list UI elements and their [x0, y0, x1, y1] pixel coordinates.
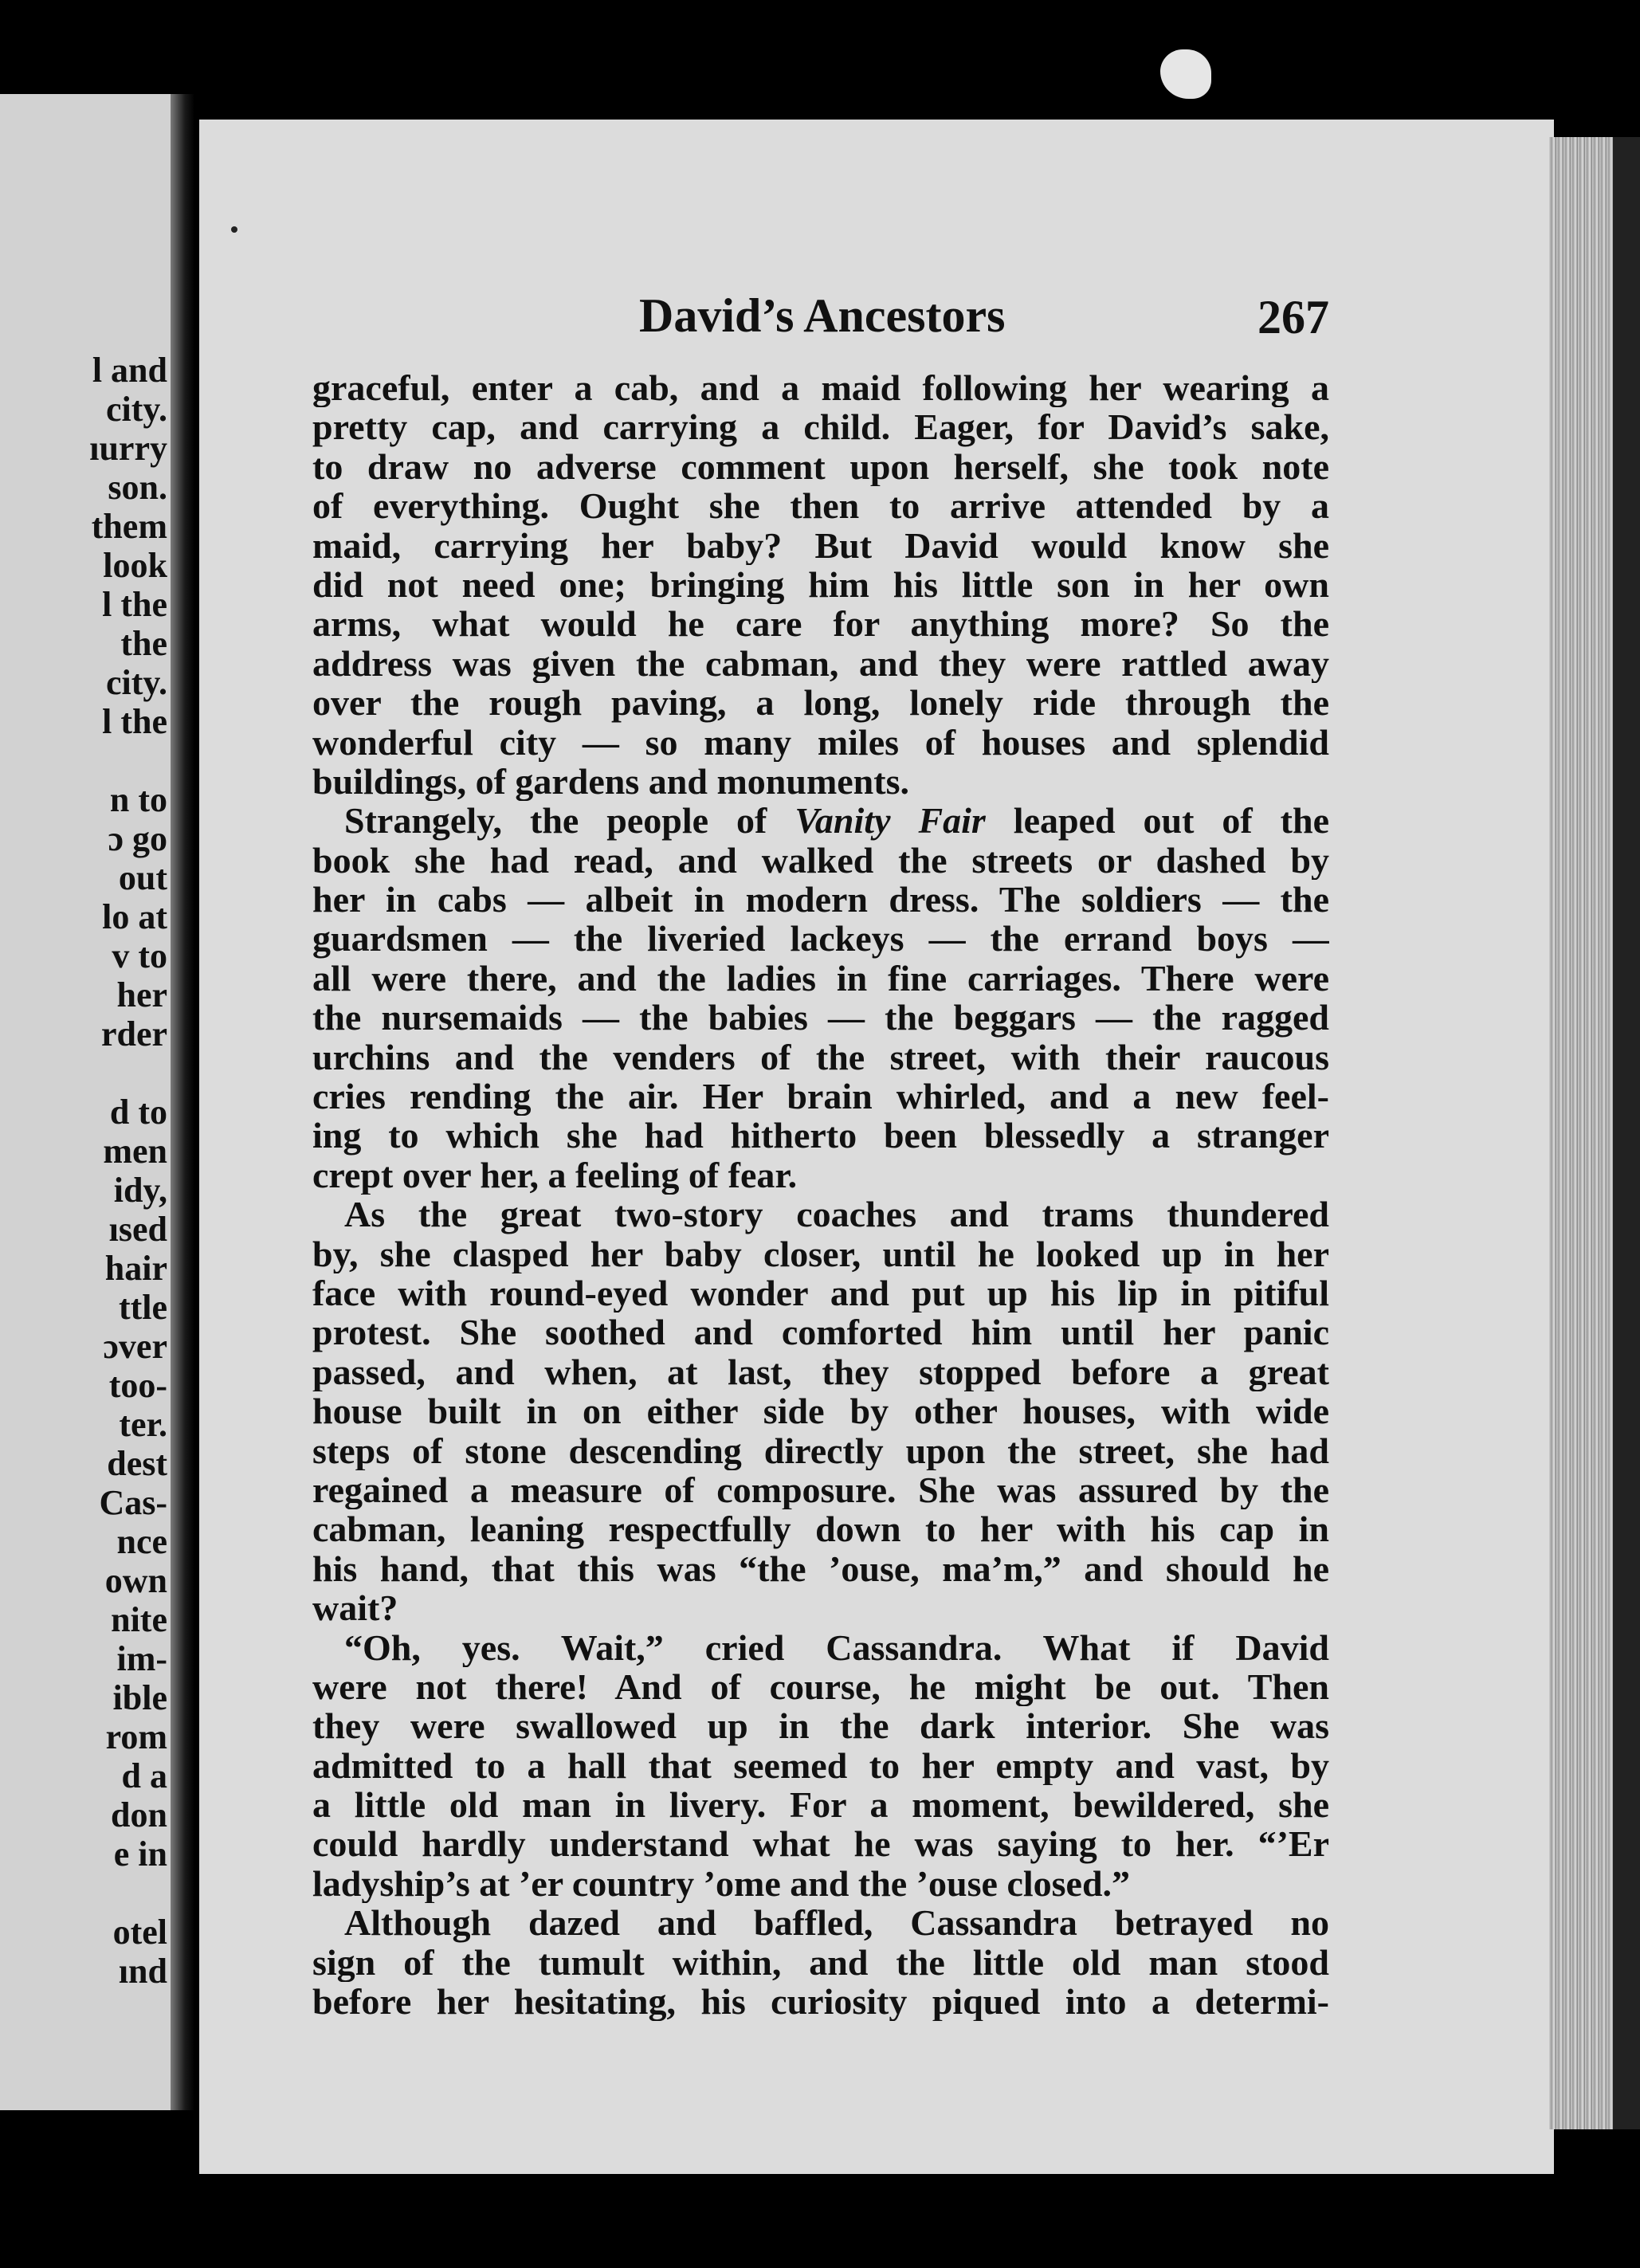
left-page-line: ısed	[108, 1210, 167, 1249]
left-page-line: own	[104, 1561, 167, 1600]
text-line: face with round-eyed wonder and put up his lip in pitiful	[312, 1273, 1329, 1313]
book-gutter	[171, 94, 194, 2110]
text-line: were not there! And of course, he might be out. Then	[312, 1666, 1329, 1707]
text-line: buildings, of gardens and monuments.	[312, 761, 909, 802]
text-line: maid, carrying her baby? But David would know she	[312, 525, 1329, 565]
left-page-line: d to	[109, 1093, 167, 1132]
text-line: admitted to a hall that seemed to her empty and vast, by	[312, 1745, 1329, 1786]
left-page-line: city.	[106, 663, 167, 702]
left-page-line: ible	[112, 1678, 167, 1717]
text-line: guardsmen — the liveried lackeys — the errand boys —	[312, 919, 1329, 959]
text-line: Strangely, the people of Vanity Fair leaped out of the	[344, 801, 1329, 841]
paragraph	[312, 1903, 1329, 2021]
page-edges	[1549, 137, 1613, 2129]
text-line: did not need one; bringing him his little son in her own	[312, 564, 1329, 605]
text-line: pretty cap, and carrying a child. Eager, for David’s sake,	[312, 407, 1329, 447]
left-page-line: dest	[107, 1444, 167, 1483]
left-page-line: Cas-	[99, 1483, 167, 1522]
left-page-line: look	[103, 546, 167, 585]
ink-dot	[231, 226, 237, 233]
text-line: cries rending the air. Her brain whirled, and a new feel-	[312, 1077, 1329, 1116]
text-line: “Oh, yes. Wait,” cried Cassandra. What if David	[344, 1627, 1329, 1667]
left-page-line: nite	[111, 1600, 167, 1639]
left-page-line: don	[111, 1795, 167, 1834]
text-line: his hand, that this was “the ’ouse, ma’m,” and should he	[312, 1548, 1329, 1589]
text-line: address was given the cabman, and they were rattled away	[312, 643, 1329, 684]
text-line: a little old man in livery. For a moment, bewildered, she	[312, 1785, 1329, 1825]
left-page-line	[89, 1874, 167, 1913]
text-line: cabman, leaning respectfully down to her with his cap in	[312, 1509, 1329, 1549]
text-line: of everything. Ought she then to arrive attended by a	[312, 486, 1329, 526]
text-line: ing to which she had hitherto been blessedly a stranger	[312, 1116, 1329, 1156]
left-page-text-fragments	[89, 351, 167, 1991]
left-page-line: out	[118, 858, 167, 897]
text-line: passed, and when, at last, they stopped before a great	[312, 1352, 1329, 1392]
text-line: Although dazed and baffled, Cassandra betrayed no	[344, 1903, 1329, 1943]
page-header	[312, 288, 1329, 344]
left-page-line: ttle	[118, 1288, 167, 1327]
text-line: wonderful city — so many miles of houses and splendid	[312, 722, 1329, 762]
text-line: house built in on either side by other houses, with wide	[312, 1391, 1329, 1431]
paragraph	[312, 801, 1329, 1195]
left-page-line: im-	[116, 1639, 167, 1678]
text-line: her in cabs — albeit in modern dress. The soldiers — the	[312, 880, 1329, 920]
left-page-line: v to	[112, 936, 167, 975]
text-line: urchins and the venders of the street, with their raucous	[312, 1037, 1329, 1077]
left-page-line: n to	[109, 780, 167, 819]
text-line: steps of stone descending directly upon the street, she had	[312, 1430, 1329, 1470]
text-line: before her hesitating, his curiosity piqued into a determi-	[312, 1982, 1329, 2022]
text-line: book she had read, and walked the streets or dashed by	[312, 840, 1329, 881]
left-page-line: son.	[108, 468, 167, 507]
left-page-line	[89, 741, 167, 780]
left-page-line: otel	[112, 1913, 167, 1952]
text-line: could hardly understand what he was saying to her. “’Er	[312, 1824, 1329, 1864]
left-page-line: hair	[104, 1249, 167, 1288]
paragraph	[312, 1195, 1329, 1627]
left-page-line: idy,	[113, 1171, 167, 1210]
text-line: over the rough paving, a long, lonely ride through the	[312, 683, 1329, 723]
page-number: 267	[1257, 291, 1329, 343]
text-line: crept over her, a feeling of fear.	[312, 1155, 798, 1195]
left-page-line: lo at	[102, 897, 167, 936]
text-line: all were there, and the ladies in fine carriages. There were	[312, 958, 1329, 999]
left-page-line: l the	[102, 585, 167, 624]
running-title: David’s Ancestors	[639, 289, 1006, 342]
text-line: by, she clasped her baby closer, until he looked up in her	[312, 1234, 1329, 1273]
left-page-line: e in	[113, 1834, 167, 1874]
left-page-line: her	[116, 975, 167, 1014]
left-page-line: l the	[102, 702, 167, 741]
text-line: protest. She soothed and comforted him until her panic	[312, 1313, 1329, 1352]
text-line: wait?	[312, 1588, 398, 1628]
paragraph	[312, 1628, 1329, 1904]
left-page-line: ter.	[119, 1405, 167, 1444]
left-page-line: ɔver	[103, 1327, 167, 1366]
left-page-line: rder	[100, 1014, 167, 1054]
text-line: they were swallowed up in the dark interior. She was	[312, 1706, 1329, 1746]
left-page-line: d a	[121, 1756, 167, 1795]
left-page-line: ınd	[118, 1952, 167, 1991]
text-line: regained a measure of composure. She was assured by the	[312, 1469, 1329, 1510]
paper-speck	[1160, 49, 1211, 99]
left-page-line: l and	[92, 351, 167, 390]
text-line: to draw no adverse comment upon herself, she took note	[312, 446, 1329, 487]
left-page-line: them	[91, 507, 167, 546]
left-page-line: men	[103, 1132, 167, 1171]
text-line: the nursemaids — the babies — the beggars — the ragged	[312, 998, 1329, 1038]
text-line: As the great two-story coaches and trams thundered	[344, 1195, 1329, 1234]
body-text	[312, 368, 1329, 2021]
left-page-line: rom	[105, 1717, 167, 1756]
text-line: ladyship’s at ’er country ’ome and the ’ouse closed.”	[312, 1863, 1131, 1904]
background-edge	[1613, 137, 1640, 2129]
left-page-line	[89, 1054, 167, 1093]
text-line: graceful, enter a cab, and a maid following her wearing a	[312, 368, 1329, 408]
text-line: arms, what would he care for anything more? So the	[312, 604, 1329, 644]
left-page-line: the	[120, 624, 167, 663]
left-facing-page	[0, 94, 182, 2110]
book-title-italic: Vanity Fair	[794, 801, 986, 841]
left-page-line: city.	[106, 390, 167, 429]
left-page-line: too-	[108, 1366, 167, 1405]
text-line: sign of the tumult within, and the little old man stood	[312, 1942, 1329, 1983]
left-page-line: ɔ go	[108, 819, 167, 858]
paragraph	[312, 368, 1329, 801]
left-page-line: ıurry	[89, 429, 167, 468]
left-page-line: nce	[116, 1522, 167, 1561]
